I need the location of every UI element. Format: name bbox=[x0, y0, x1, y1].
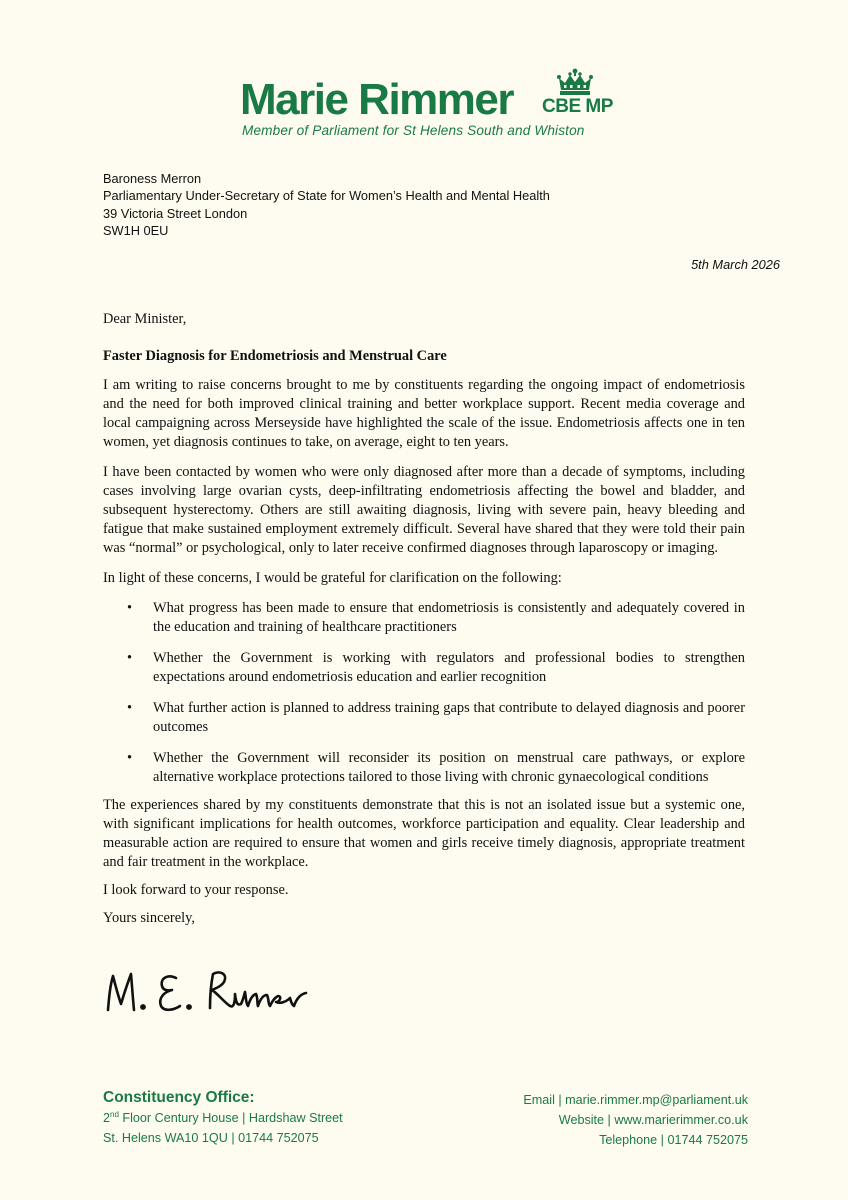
floor-number: 2 bbox=[103, 1111, 111, 1125]
recipient-title: Parliamentary Under-Secretary of State for Women’s Health and Mental Health bbox=[103, 188, 550, 204]
list-item bbox=[103, 649, 745, 687]
website-link[interactable]: Website | www.marierimmer.co.uk bbox=[558, 1113, 748, 1127]
list-item bbox=[103, 749, 745, 787]
paragraph: I have been contacted by women who were only diagnosed after more than a decade of symptoms, including cases involving large ovarian cysts, deep-infiltrating endometriosis affecting the bowel and bladder, and subsequent hysterectomy. Others are still awaiting diagnosis, living with severe pain, heavy bleeding and fatigue that make sustained employment extremely difficult. Several have shared that they were told their pain was “normal” or psychological, only to later receive confirmed diagnoses through laparoscopy or imaging. bbox=[103, 464, 745, 556]
bullet-icon: • bbox=[127, 700, 133, 716]
letter-subject: Faster Diagnosis for Endometriosis and Menstrual Care bbox=[103, 348, 447, 364]
list-item-text: What progress has been made to ensure that endometriosis is consistently and adequately covered in the education and training of healthcare practitioners bbox=[153, 600, 745, 635]
closing-line: I look forward to your response. bbox=[103, 882, 289, 898]
email-link[interactable]: Email | marie.rimmer.mp@parliament.uk bbox=[523, 1093, 748, 1107]
floor-suffix: nd bbox=[110, 1110, 119, 1119]
office-address-line2: St. Helens WA10 1QU | 01744 752075 bbox=[103, 1131, 319, 1145]
handwritten-signature bbox=[100, 962, 320, 1022]
contact-details bbox=[523, 1090, 748, 1150]
letter-body bbox=[103, 310, 745, 928]
office-address-line1 bbox=[103, 1108, 343, 1128]
paragraph: I am writing to raise concerns brought to me by constituents regarding the ongoing impact of endometriosis and the need for both improved clinical training and better workplace support. Recent media coverage and local campaigning across Merseyside have highlighted the scale of the issue. Endometriosis affects one in ten women, yet diagnosis continues to take, on average, eight to ten years. bbox=[103, 377, 745, 450]
bullet-icon: • bbox=[127, 650, 133, 666]
telephone-line: Telephone | 01744 752075 bbox=[599, 1133, 748, 1147]
bullet-icon: • bbox=[127, 600, 133, 616]
list-item bbox=[103, 599, 745, 637]
recipient-street: 39 Victoria Street London bbox=[103, 205, 248, 221]
letterhead bbox=[240, 68, 620, 138]
recipient-name: Baroness Merron bbox=[103, 171, 202, 186]
conclusion-paragraph: The experiences shared by my constituents demonstrate that this is not an isolated issue but a systemic one, with significant implications for health outcomes, workforce participation and equality. Clear leadership and measurable action are required to ensure that women and girls receive timely diagnosis, appropriate treatment and fair treatment in the workplace. bbox=[103, 797, 745, 870]
list-item-text: Whether the Government is working with regulators and professional bodies to strengthen expectations around endometriosis education and earlier recognition bbox=[153, 650, 745, 685]
bullet-icon: • bbox=[127, 750, 133, 766]
salutation: Dear Minister, bbox=[103, 311, 187, 327]
office-street: Floor Century House | Hardshaw Street bbox=[118, 1111, 343, 1125]
recipient-postcode: SW1H 0EU bbox=[103, 223, 169, 239]
list-item bbox=[103, 699, 745, 737]
list-item-text: What further action is planned to address training gaps that contribute to delayed diagnosis and poorer outcomes bbox=[153, 700, 745, 735]
list-item-text: Whether the Government will reconsider its position on menstrual care pathways, or explore alternative workplace protections tailored to those living with chronic gynaecological conditions bbox=[153, 750, 745, 785]
question-list bbox=[103, 599, 745, 787]
letter-date: 5th March 2026 bbox=[691, 257, 780, 272]
constituency-office bbox=[103, 1088, 343, 1148]
mp-name-logo: Marie Rimmer bbox=[240, 75, 514, 124]
paragraph: In light of these concerns, I would be grateful for clarification on the following: bbox=[103, 570, 562, 586]
recipient-address bbox=[103, 170, 550, 240]
letterhead-tagline: Member of Parliament for St Helens South and Whiston bbox=[242, 123, 585, 138]
post-nominals: CBE MP bbox=[542, 96, 613, 117]
office-heading: Constituency Office: bbox=[103, 1089, 255, 1106]
portcullis-crown-icon bbox=[545, 68, 605, 98]
signoff: Yours sincerely, bbox=[103, 910, 195, 926]
